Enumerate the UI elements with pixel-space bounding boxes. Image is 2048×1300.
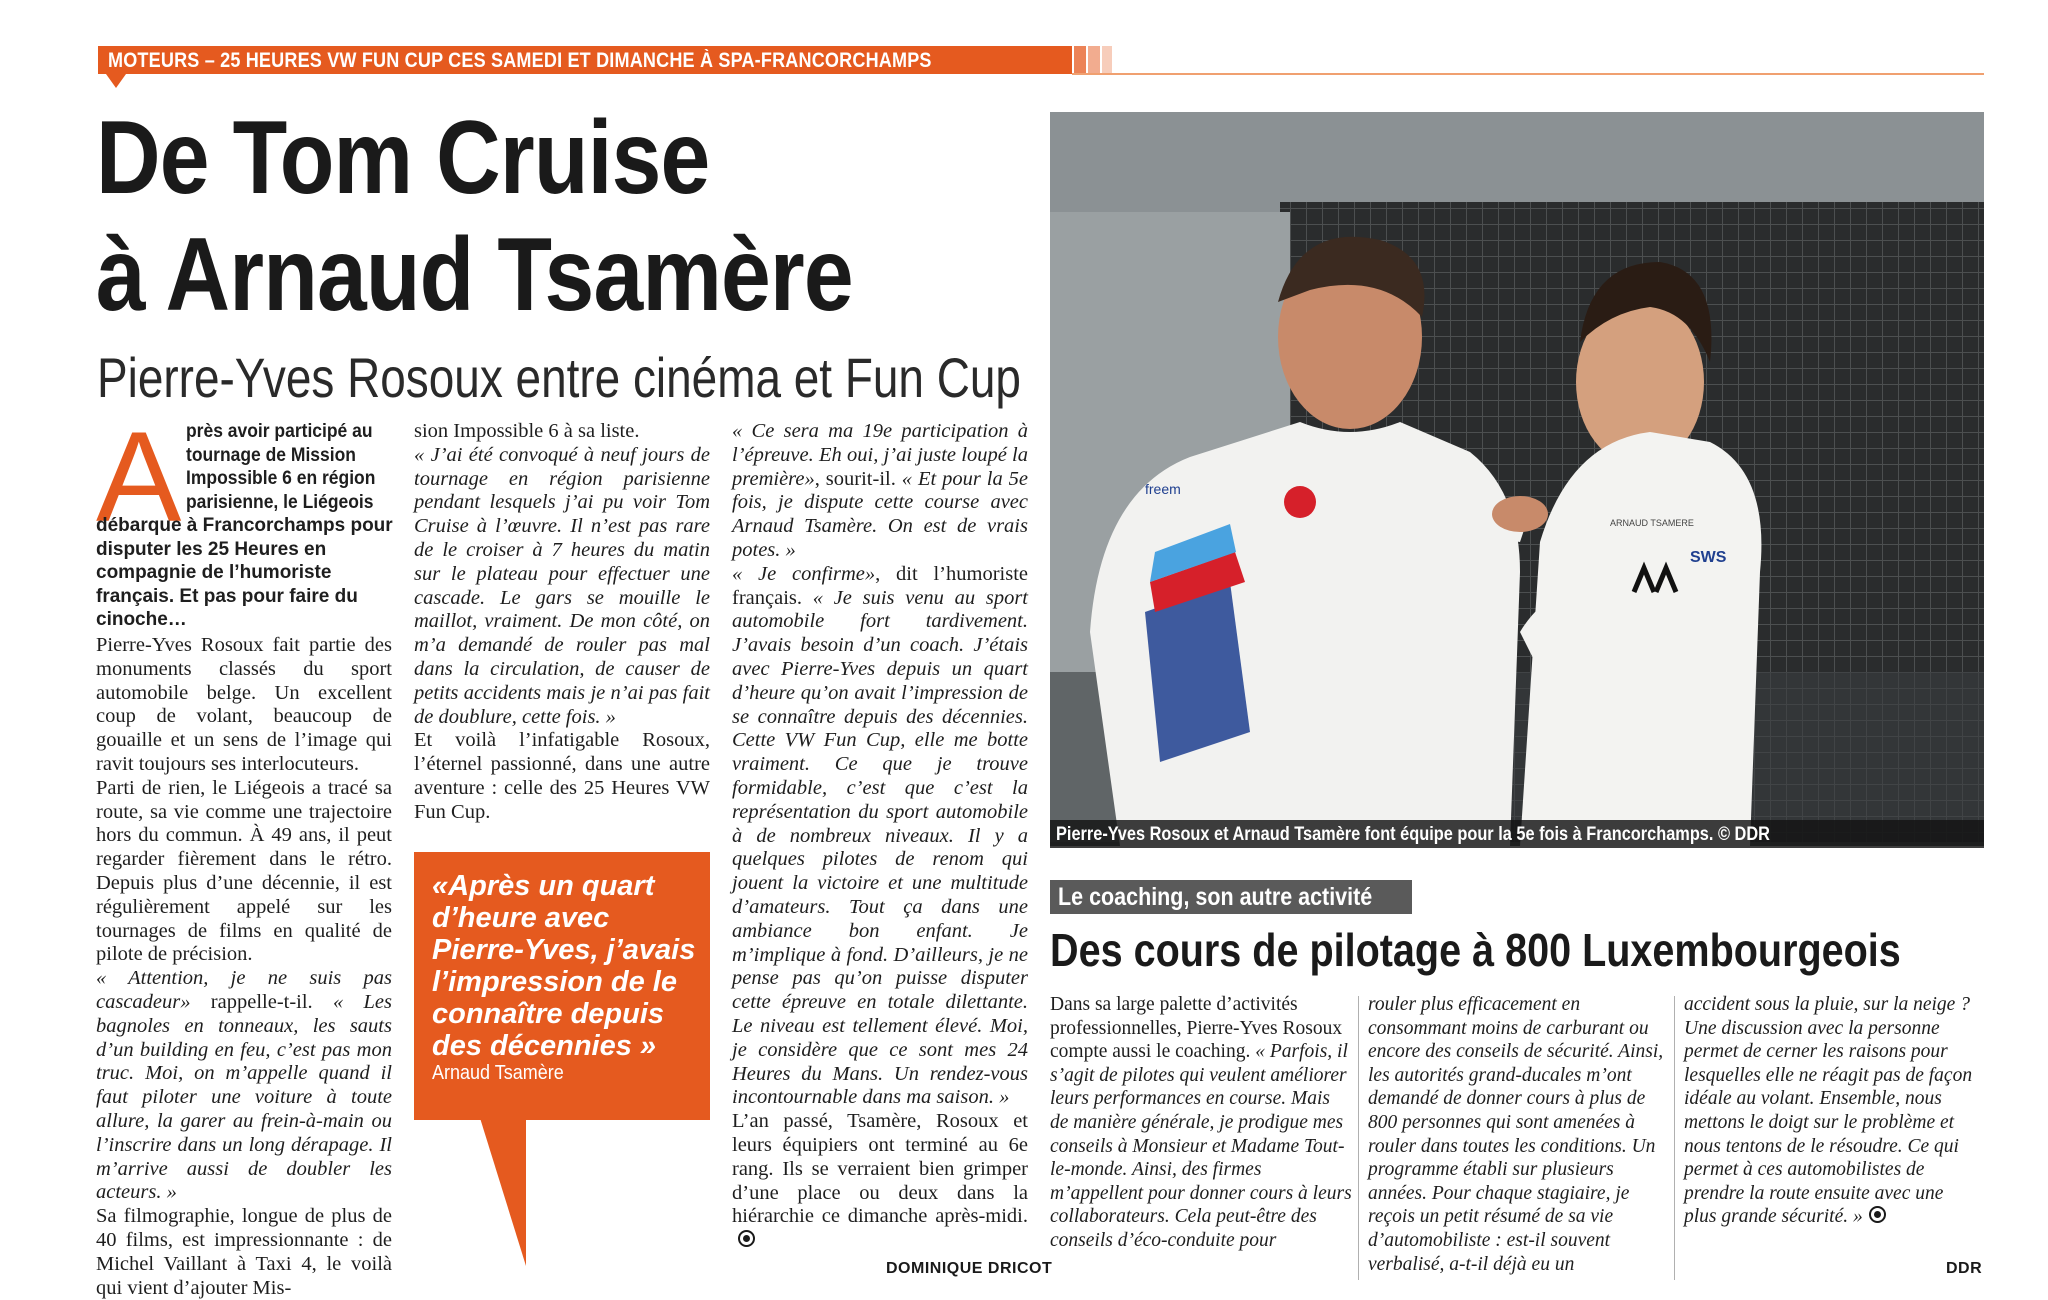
pull-quote-notch bbox=[480, 1118, 526, 1266]
quote-text: « Les bagnoles en tonneaux, les sauts d’un building en feu, c’est pas mon truc. Moi, on m’appelle quand il faut piloter une voiture à toute allure, la garer au frein-à-main ou l’inscrire dans un long dérapage. Il m’arrive aussi de doubler les acteurs. » bbox=[96, 990, 392, 1204]
sidebar-column-2: rouler plus efficacement en consommant moins de carburant ou encore des conseils de sécurité. Ainsi, les autorités grand-ducales m’ont demandé de donner cours à plus de 800 personnes qui sont amenées à rouler dans toutes les conditions. Un programme établi sur plusieurs années. Pour chaque stagiaire, je reçois un petit résumé de sa vie d’automobiliste : est-il souvent verbalisé, a-t-il déjà eu un bbox=[1368, 994, 1664, 1275]
paragraph: Sa filmographie, longue de plus de 40 films, est impressionnante : de Michel Vaillant à Taxi 4, le voilà qui vient d’ajouter Mis- bbox=[96, 1205, 392, 1299]
column-divider bbox=[1674, 996, 1675, 1280]
banner-square bbox=[1088, 46, 1100, 74]
paragraph-text: Dans sa large palette d’activités professionnelles, Pierre-Yves Rosoux compte aussi le coaching. bbox=[1050, 994, 1343, 1063]
section-banner-text: MOTEURS – 25 HEURES VW FUN CUP CES SAMEDI ET DIMANCHE À SPA-FRANCORCHAMPS bbox=[108, 49, 932, 72]
article-column-2 bbox=[414, 420, 710, 825]
headline-line-2: à Arnaud Tsamère bbox=[96, 217, 853, 333]
attribution-text: , dit l’humoriste français. bbox=[732, 562, 1028, 609]
photo-caption: Pierre-Yves Rosoux et Arnaud Tsamère font équipe pour la 5e fois à Francorchamps. © DDR bbox=[1056, 824, 1770, 845]
end-mark-icon bbox=[1869, 1206, 1886, 1223]
photo-illustration bbox=[1050, 112, 1984, 846]
subheadline: Pierre-Yves Rosoux entre cinéma et Fun Cup bbox=[97, 346, 1021, 409]
pull-quote-text: «Après un quart d’heure avec Pierre-Yves, j’avais l’impression de le connaître depuis des décennies » bbox=[432, 870, 696, 1062]
banner-rule bbox=[1072, 73, 1984, 75]
photo bbox=[1050, 112, 1984, 846]
paragraph bbox=[732, 1110, 1028, 1253]
drop-cap: A bbox=[96, 406, 182, 549]
quote-text: « Parfois, il s’agit de pilotes qui veulent améliorer leurs performances en course. Mais de manière générale, je prodigue mes conseils à Monsieur et Madame Tout-le-monde. Ainsi, des firmes m’appellent pour donner cours à leurs collaborateurs. Cela peut-être des conseils d’éco-conduite pour bbox=[1050, 1041, 1352, 1251]
intro-lead-part-1: près avoir participé au tournage de Mission Impossible 6 en région parisienne, le Liégeois bbox=[186, 421, 376, 513]
end-mark-icon bbox=[738, 1230, 755, 1247]
pull-quote-author: Arnaud Tsamère bbox=[432, 1062, 564, 1084]
paragraph bbox=[96, 967, 392, 1205]
quote-text: « Et pour la 5e fois, je dispute cette course avec Arnaud Tsamère. On est de vrais potes. » bbox=[732, 467, 1028, 561]
banner-square bbox=[1074, 46, 1086, 74]
paragraph bbox=[732, 563, 1028, 1110]
sidebar-title: Des cours de pilotage à 800 Luxembourgeois bbox=[1050, 924, 1901, 976]
paragraph bbox=[732, 420, 1028, 563]
suit-text-right: ARNAUD TSAMERE bbox=[1610, 518, 1694, 528]
paragraph: Et voilà l’infatigable Rosoux, l’éternel passionné, dans une autre aventure : celle des 25 Heures VW Fun Cup. bbox=[414, 729, 710, 823]
article-column-1 bbox=[96, 634, 392, 1300]
quote-text: « Attention, je ne suis pas cascadeur» bbox=[96, 967, 392, 1013]
attribution-text: rappelle-t-il. bbox=[190, 990, 333, 1013]
attribution-text: , sourit-il. bbox=[814, 467, 902, 490]
sidebar-signature: DDR bbox=[1946, 1260, 1983, 1277]
banner-square bbox=[1102, 46, 1112, 74]
author-signature: DOMINIQUE DRICOT bbox=[886, 1260, 1053, 1277]
headline-line-1: De Tom Cruise bbox=[96, 100, 710, 216]
quote-text: « Je suis venu au sport automobile fort tardivement. J’avais besoin d’un coach. J’étais avec Pierre-Yves depuis un quart d’heure qu’on avait l’impression de se connaître depuis des décennies. Cette VW Fun Cup, elle me botte vraiment. Ce que je trouve formidable, c’est que c’est la représentation du sport automobile à de nombreux niveaux. Il y a quelques pilotes de renom qui jouent la victoire et une multitude d’amateurs. Tout ça dans une ambiance bon enfant. Je m’implique à fond. D’ailleurs, je ne pense pas qu’on puisse disputer cette épreuve en totale dilettante. Le niveau est tellement élevé. Moi, je considère que ce sont mes 24 Heures du Mans. Un rendez-vous incontournable dans ma saison. » bbox=[732, 586, 1028, 1109]
banner-notch bbox=[106, 74, 126, 88]
quote-paragraph: « J’ai été convoqué à neuf jours de tournage en région parisienne pendant lesquels j’ai pu voir Tom Cruise à l’œuvre. Il n’est pas rare de le croiser à 7 heures du matin sur le plateau pour effectuer une cascade. Le gars se mouille le maillot, vraiment. De mon côté, on m’a demandé de rouler pas mal dans la circulation, de causer de petits accidents mais je n’ai pas fait de doublure, cette fois. » bbox=[414, 443, 710, 728]
intro-lead-part-2: débarque à Francorchamps pour disputer les 25 Heures en compagnie de l’humoriste français. Et pas pour faire du cinoche… bbox=[96, 515, 393, 630]
column-divider bbox=[1358, 996, 1359, 1280]
quote-text: accident sous la pluie, sur la neige ? Une discussion avec la personne permet de cerner les raisons pour lesquelles elle ne réagit pas de façon idéale au volant. Ensemble, nous mettons le doigt sur le problème et nous tentons de le résoudre. Ce qui permet à ces automobilistes de prendre la route ensuite avec une plus grande sécurité. » bbox=[1684, 994, 1973, 1228]
quote-text: « Je confirme» bbox=[732, 562, 876, 585]
sidebar-column-1 bbox=[1050, 993, 1352, 1253]
quote-text: « Ce sera ma 19e participation à l’épreuve. Eh oui, j’ai juste loupé la première» bbox=[732, 420, 1028, 490]
article-column-3 bbox=[732, 420, 1028, 1253]
paragraph: Pierre-Yves Rosoux fait partie des monuments classés du sport automobile belge. Un excellent coup de volant, beaucoup de gouaille et un sens de l’image qui ravit toujours ses interlocuteurs. bbox=[96, 634, 392, 775]
suit-logo: SWS bbox=[1690, 549, 1727, 566]
paragraph: sion Impossible 6 à sa liste. bbox=[414, 420, 640, 442]
sidebar-kicker: Le coaching, son autre activité bbox=[1058, 883, 1373, 911]
paragraph-text: L’an passé, Tsamère, Rosoux et leurs équipiers ont terminé au 6e rang. Ils se verraient bien grimper d’une place ou deux dans la hiérarchie ce dimanche après-midi. bbox=[732, 1110, 1028, 1228]
sidebar-column-3 bbox=[1684, 993, 1976, 1229]
suit-text-left: freem bbox=[1145, 481, 1181, 497]
paragraph: Parti de rien, le Liégeois a tracé sa route, sa vie comme une trajectoire hors du commun. À 49 ans, il peut regarder fièrement dans le rétro. Depuis plus d’une décennie, il est régulièrement appelé sur les tournages de films en qualité de pilote de précision. bbox=[96, 776, 392, 966]
